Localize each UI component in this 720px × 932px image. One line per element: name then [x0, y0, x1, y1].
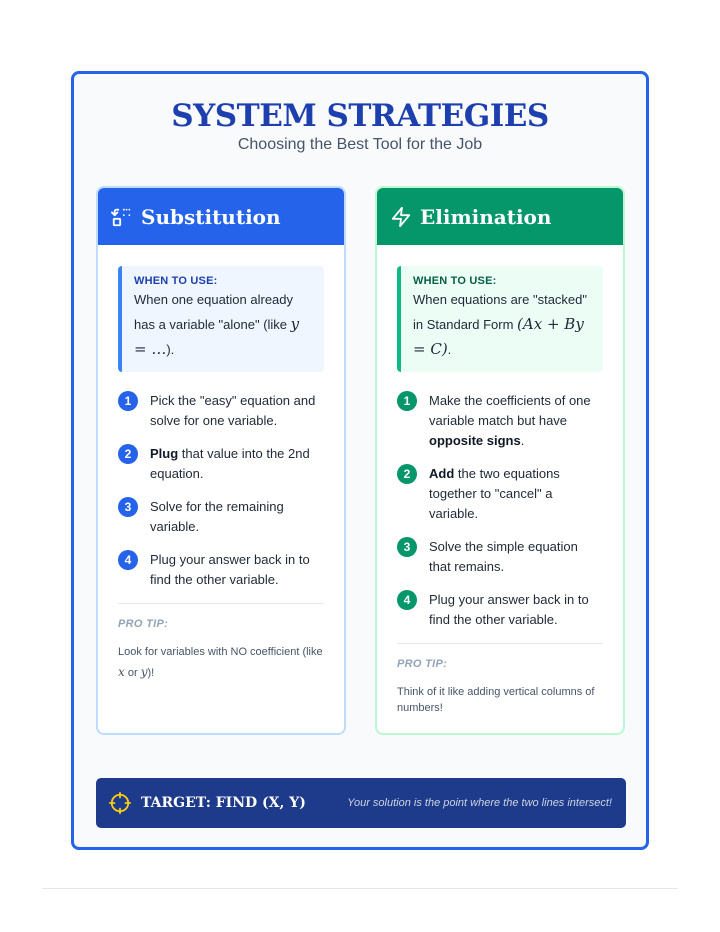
step-number: 4	[118, 550, 138, 570]
when-heading: WHEN TO USE:	[134, 275, 218, 287]
replace-icon	[111, 206, 133, 228]
list-item	[397, 391, 603, 451]
crosshair-icon	[109, 792, 131, 814]
math-expression: y = …	[134, 315, 300, 358]
step-text: Pick the "easy" equation and solve for one variable.	[150, 393, 316, 428]
strategy-poster	[71, 71, 649, 850]
elimination-steps	[397, 391, 603, 630]
step-number: 3	[118, 497, 138, 517]
step-number: 2	[397, 464, 417, 484]
when-text: When one equation already has a variable "alone" (like y = …).	[134, 292, 300, 358]
list-item	[118, 391, 324, 431]
target-label: TARGET: FIND (X, Y)	[141, 795, 306, 811]
when-text: When equations are "stacked" in Standard Form (Ax + By = C).	[413, 292, 587, 358]
substitution-title: Substitution	[141, 204, 281, 229]
step-text: Solve for the remaining variable.	[150, 499, 284, 534]
substitution-card	[96, 186, 346, 735]
page-title: SYSTEM STRATEGIES	[171, 98, 549, 134]
divider	[397, 643, 603, 644]
list-item	[118, 444, 324, 484]
target-banner	[96, 778, 626, 828]
elimination-title: Elimination	[420, 204, 552, 229]
elimination-card	[375, 186, 625, 735]
when-heading: WHEN TO USE:	[413, 275, 497, 287]
elimination-header	[377, 188, 623, 245]
step-text: Solve the simple equation that remains.	[429, 539, 578, 574]
step-number: 1	[118, 391, 138, 411]
substitution-when-box	[118, 266, 324, 372]
list-item	[397, 464, 603, 524]
list-item	[397, 537, 603, 577]
pro-tip-text: Think of it like adding vertical columns of numbers!	[397, 686, 595, 714]
elimination-when-box	[397, 266, 603, 372]
pro-tip-text: Look for variables with NO coefficient (like x or y)!	[118, 646, 323, 679]
list-item	[397, 590, 603, 630]
step-number: 4	[397, 590, 417, 610]
math-expression: (Ax + By = C)	[413, 315, 584, 358]
zap-icon	[390, 206, 412, 228]
step-text: Add the two equations together to "cancel" a variable.	[429, 466, 560, 521]
pro-tip-heading: PRO TIP:	[118, 618, 169, 630]
target-note: Your solution is the point where the two lines intersect!	[347, 797, 612, 809]
substitution-header	[98, 188, 344, 245]
step-text: Plug your answer back in to find the other variable.	[429, 592, 589, 627]
step-text: Plug that value into the 2nd equation.	[150, 446, 310, 481]
substitution-steps	[118, 391, 324, 590]
footer-divider	[42, 888, 678, 889]
step-number: 3	[397, 537, 417, 557]
step-text: Plug your answer back in to find the other variable.	[150, 552, 310, 587]
step-number: 2	[118, 444, 138, 464]
list-item	[118, 497, 324, 537]
pro-tip-heading: PRO TIP:	[397, 658, 448, 670]
step-number: 1	[397, 391, 417, 411]
list-item	[118, 550, 324, 590]
page-subtitle: Choosing the Best Tool for the Job	[237, 136, 483, 153]
divider	[118, 603, 324, 604]
step-text: Make the coefficients of one variable match but have opposite signs.	[429, 393, 591, 448]
